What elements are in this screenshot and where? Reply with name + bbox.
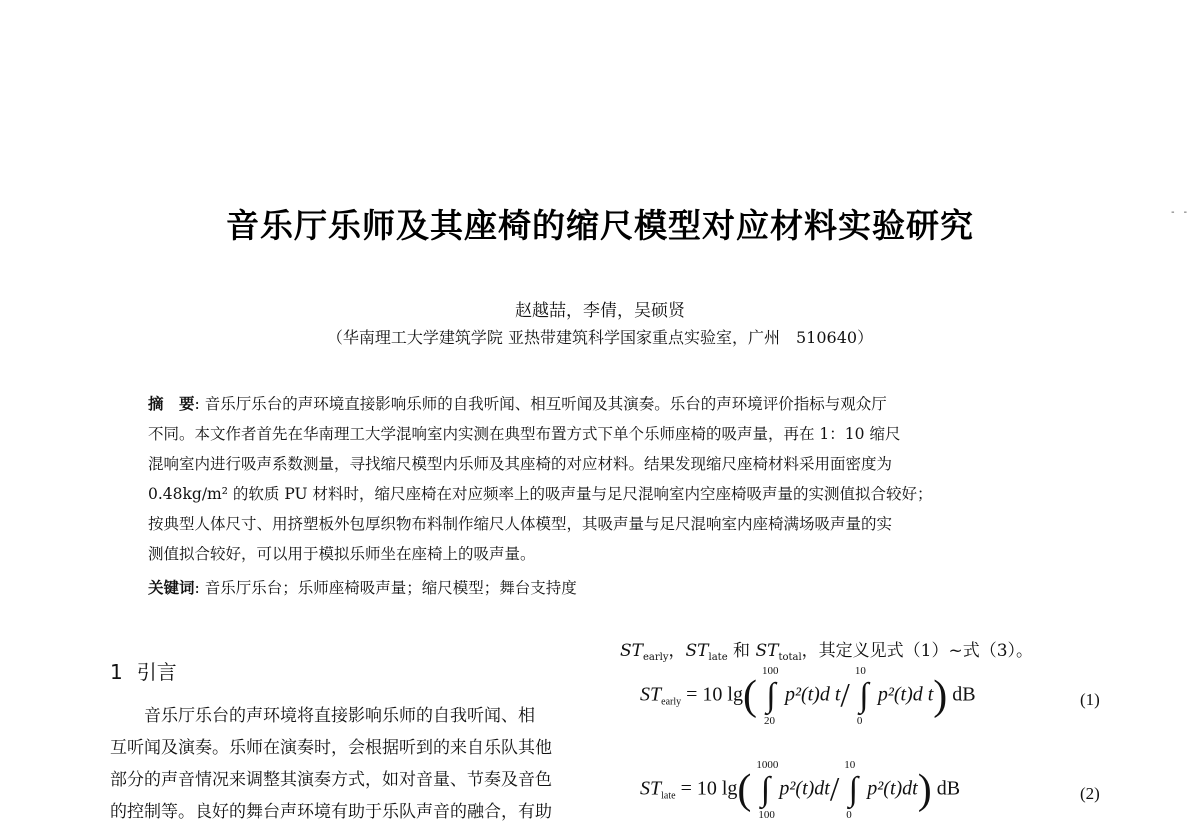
equation-1: $ST_{early} = 10$ lg( 100 ∫ 20 p²(t)d t/ 10 ∫ 0 p²(t)d t) dB (1) xyxy=(640,665,1100,727)
st-definition-line: $ST_{early}$，$ST_{late}$ 和 $ST_{total}$，其定义见式（1）~式（3）。 xyxy=(620,641,1034,663)
integral-2b: 10 ∫ 0 xyxy=(844,759,858,821)
integral-1a: 100 ∫ 20 xyxy=(761,665,779,727)
intro-line-3: 部分的声音情况来调整其演奏方式，如对音量、节奏及音色 xyxy=(110,770,552,790)
abstract xyxy=(148,389,1063,569)
intro-line-1: 音乐厅乐台的声环境将直接影响乐师的自我听闻、相 xyxy=(144,706,535,726)
affiliation: （华南理工大学建筑学院 亚热带建筑科学国家重点实验室，广州 510640） xyxy=(326,328,874,347)
intro-line-2: 互听闻及演奏。乐师在演奏时，会根据听到的来自乐队其他 xyxy=(110,738,552,758)
section-number: 1 xyxy=(110,660,123,684)
equation-number-2: (2) xyxy=(1080,784,1100,803)
abstract-line-1: 摘 要: 音乐厅乐台的声环境直接影响乐师的自我听闻、相互听闻及其演奏。乐台的声环境评价指标与观众厅 xyxy=(148,395,887,413)
integral-2a: 1000 ∫ 100 xyxy=(756,759,779,821)
abstract-line-5: 按典型人体尺寸、用挤塑板外包厚织物布料制作缩尺人体模型，其吸声量与足尺混响室内座椅满场吸声量的实 xyxy=(148,515,893,533)
abstract-line-3: 混响室内进行吸声系数测量，寻找缩尺模型内乐师及其座椅的对应材料。结果发现缩尺座椅材料采用面密度为 xyxy=(148,455,893,473)
integral-1b: 10 ∫ 0 xyxy=(854,665,869,727)
intro-paragraph xyxy=(110,700,588,828)
abstract-line-6: 测值拟合较好，可以用于模拟乐师坐在座椅上的吸声量。 xyxy=(148,545,536,563)
margin-mark: - - xyxy=(1171,207,1190,218)
keywords xyxy=(148,576,577,598)
equation-number-1: (1) xyxy=(1080,690,1100,709)
intro-line-4: 的控制等。良好的舞台声环境有助于乐队声音的融合，有助 xyxy=(110,802,552,822)
section-heading xyxy=(110,656,177,685)
section-title: 引言 xyxy=(136,660,177,684)
keywords-label: 关键词 xyxy=(148,579,195,597)
equation-2: $ST_{late} = 10$ lg( 1000 ∫ 100 p²(t)dt/ 10 ∫ 0 p²(t)dt) dB (2) xyxy=(640,759,1100,821)
abstract-label: 摘 要 xyxy=(148,395,195,413)
keywords-sep: : xyxy=(194,579,200,597)
author-list: 赵越喆，李倩，吴硕贤 xyxy=(515,301,685,321)
paper-title: 音乐厅乐师及其座椅的缩尺模型对应材料实验研究 xyxy=(226,206,974,245)
abstract-line-2: 不同。本文作者首先在华南理工大学混响室内实测在典型布置方式下单个乐师座椅的吸声量，再在 1：10 缩尺 xyxy=(148,425,901,443)
abstract-label-sep: : xyxy=(194,395,200,413)
keywords-text: 音乐厅乐台；乐师座椅吸声量；缩尺模型；舞台支持度 xyxy=(204,579,577,597)
abstract-line-4: 0.48kg/m² 的软质 PU 材料时，缩尺座椅在对应频率上的吸声量与足尺混响室内空座椅吸声量的实测值拟合较好； xyxy=(148,485,933,503)
